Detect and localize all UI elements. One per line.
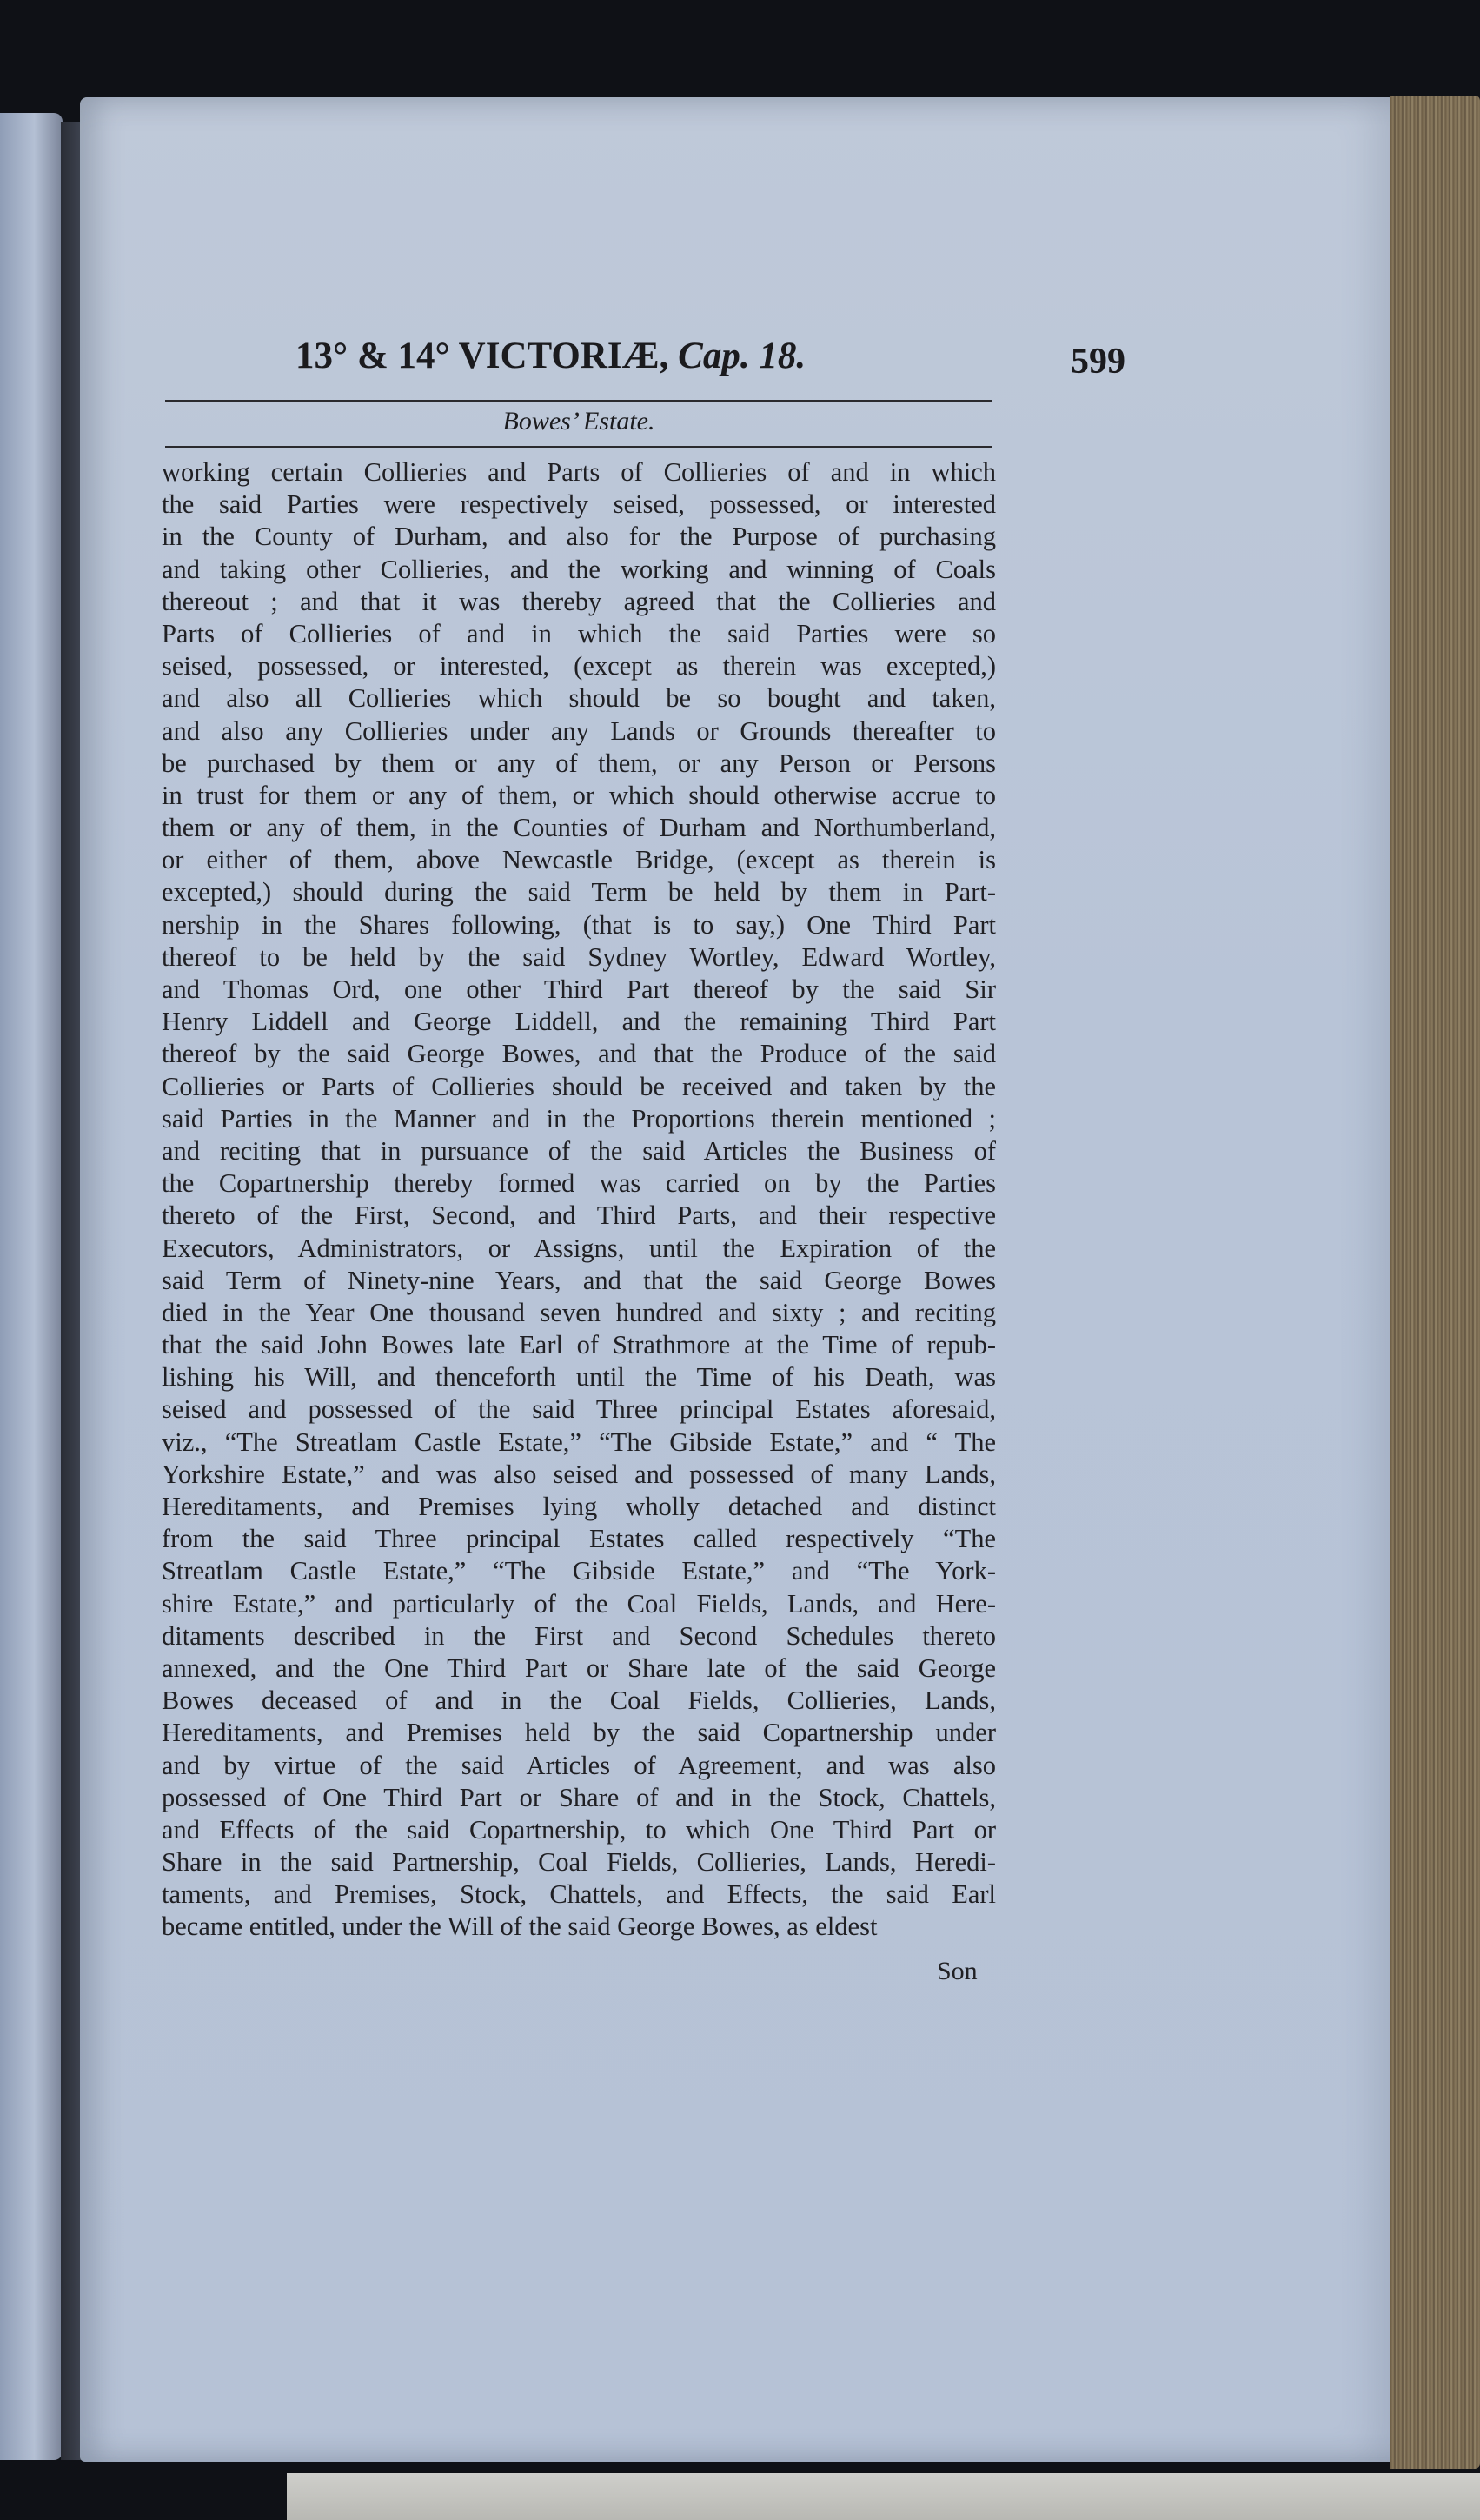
- text-line: working certain Collieries and Parts of Collieries of and in which: [162, 457, 996, 487]
- text-line: Parts of Collieries of and in which the said Parties were so: [162, 618, 996, 648]
- text-line: and reciting that in pursuance of the said Articles the Business of: [162, 1135, 996, 1166]
- header-rule-bottom: [165, 446, 992, 448]
- text-line: died in the Year One thousand seven hundred and sixty ; and reciting: [162, 1297, 996, 1327]
- text-line: and also any Collieries under any Lands or Grounds thereafter to: [162, 715, 996, 746]
- text-line: seised and possessed of the said Three principal Estates aforesaid,: [162, 1394, 996, 1425]
- text-line: ditaments described in the First and Second Schedules thereto: [162, 1620, 996, 1651]
- text-line: Hereditaments, and Premises lying wholly detached and distinct: [162, 1492, 996, 1521]
- text-line: Hereditaments, and Premises held by the said Copartnership under: [162, 1718, 996, 1748]
- chapter-number: Cap. 18.: [678, 336, 806, 376]
- text-line: Henry Liddell and George Liddell, and the remaining Third Part: [162, 1007, 996, 1037]
- text-line: and also all Collieries which should be so bought and taken,: [162, 683, 996, 714]
- text-line: be purchased by them or any of them, or any Person or Persons: [162, 748, 996, 778]
- text-line: Bowes deceased of and in the Coal Fields, Collieries, Lands,: [162, 1686, 996, 1716]
- text-line: them or any of them, in the Counties of Durham and Northumberland,: [162, 813, 996, 843]
- text-line: or either of them, above Newcastle Bridge, (except as therein is: [162, 845, 996, 875]
- text-line: that the said John Bowes late Earl of Strathmore at the Time of repub-: [162, 1330, 996, 1360]
- header-rule-top: [165, 400, 992, 402]
- text-line: seised, possessed, or interested, (except as therein was excepted,): [162, 651, 996, 682]
- text-line: in the County of Durham, and also for the Purpose of purchasing: [162, 522, 996, 552]
- text-line: lishing his Will, and thenceforth until the Time of his Death, was: [162, 1362, 996, 1393]
- page-edges: [1390, 96, 1480, 2469]
- text-line: became entitled, under the Will of the said George Bowes, as eldest: [162, 1912, 878, 1942]
- text-line: thereto of the First, Second, and Third Parts, and their respective: [162, 1200, 996, 1231]
- text-line: annexed, and the One Third Part or Share late of the said George: [162, 1652, 996, 1683]
- section-heading: Bowes’ Estate.: [502, 407, 655, 436]
- text-line: the Copartnership thereby formed was carried on by the Parties: [162, 1168, 996, 1199]
- catchword: Son: [937, 1957, 978, 1985]
- book-gutter: [61, 122, 82, 2460]
- act-title: 13° & 14° VICTORIÆ,: [295, 336, 669, 376]
- text-line: Collieries or Parts of Collieries should be received and taken by the: [162, 1071, 996, 1101]
- text-line: and Effects of the said Copartnership, to which One Third Part or: [162, 1814, 996, 1845]
- text-line: and by virtue of the said Articles of Agreement, and was also: [162, 1750, 996, 1780]
- text-line: and Thomas Ord, one other Third Part thereof by the said Sir: [162, 974, 996, 1004]
- text-line: thereout ; and that it was thereby agreed that the Collieries and: [162, 586, 996, 616]
- text-line: taments, and Premises, Stock, Chattels, and Effects, the said Earl: [162, 1879, 996, 1910]
- text-line: said Parties in the Manner and in the Proportions therein mentioned ;: [162, 1103, 996, 1134]
- text-line: Share in the said Partnership, Coal Fields, Collieries, Lands, Heredi-: [162, 1847, 996, 1878]
- text-line: the said Parties were respectively seised, possessed, or interested: [162, 489, 996, 520]
- text-line: from the said Three principal Estates called respectively “The: [162, 1524, 996, 1554]
- body-text: [162, 456, 996, 1944]
- text-line: thereof to be held by the said Sydney Wortley, Edward Wortley,: [162, 941, 996, 972]
- facing-page-edge: [0, 113, 63, 2460]
- text-line: and taking other Collieries, and the working and winning of Coals: [162, 554, 996, 584]
- table-surface: [287, 2473, 1480, 2520]
- text-line: nership in the Shares following, (that is to say,) One Third Part: [162, 909, 996, 940]
- text-line: possessed of One Third Part or Share of and in the Stock, Chattels,: [162, 1782, 996, 1812]
- text-line: said Term of Ninety-nine Years, and that the said George Bowes: [162, 1265, 996, 1295]
- text-line: viz., “The Streatlam Castle Estate,” “The Gibside Estate,” and “ The: [162, 1426, 996, 1457]
- text-line: thereof by the said George Bowes, and that the Produce of the said: [162, 1039, 996, 1069]
- running-title: [295, 335, 806, 377]
- text-line: Yorkshire Estate,” and was also seised and possessed of many Lands,: [162, 1459, 996, 1489]
- text-line: excepted,) should during the said Term be held by them in Part-: [162, 877, 996, 908]
- text-line: Streatlam Castle Estate,” “The Gibside Estate,” and “The York-: [162, 1556, 996, 1586]
- text-line: in trust for them or any of them, or which should otherwise accrue to: [162, 780, 996, 810]
- text-line: shire Estate,” and particularly of the Coal Fields, Lands, and Here-: [162, 1588, 996, 1619]
- page-number: 599: [1071, 342, 1125, 382]
- text-line: Executors, Administrators, or Assigns, until the Expiration of the: [162, 1233, 996, 1263]
